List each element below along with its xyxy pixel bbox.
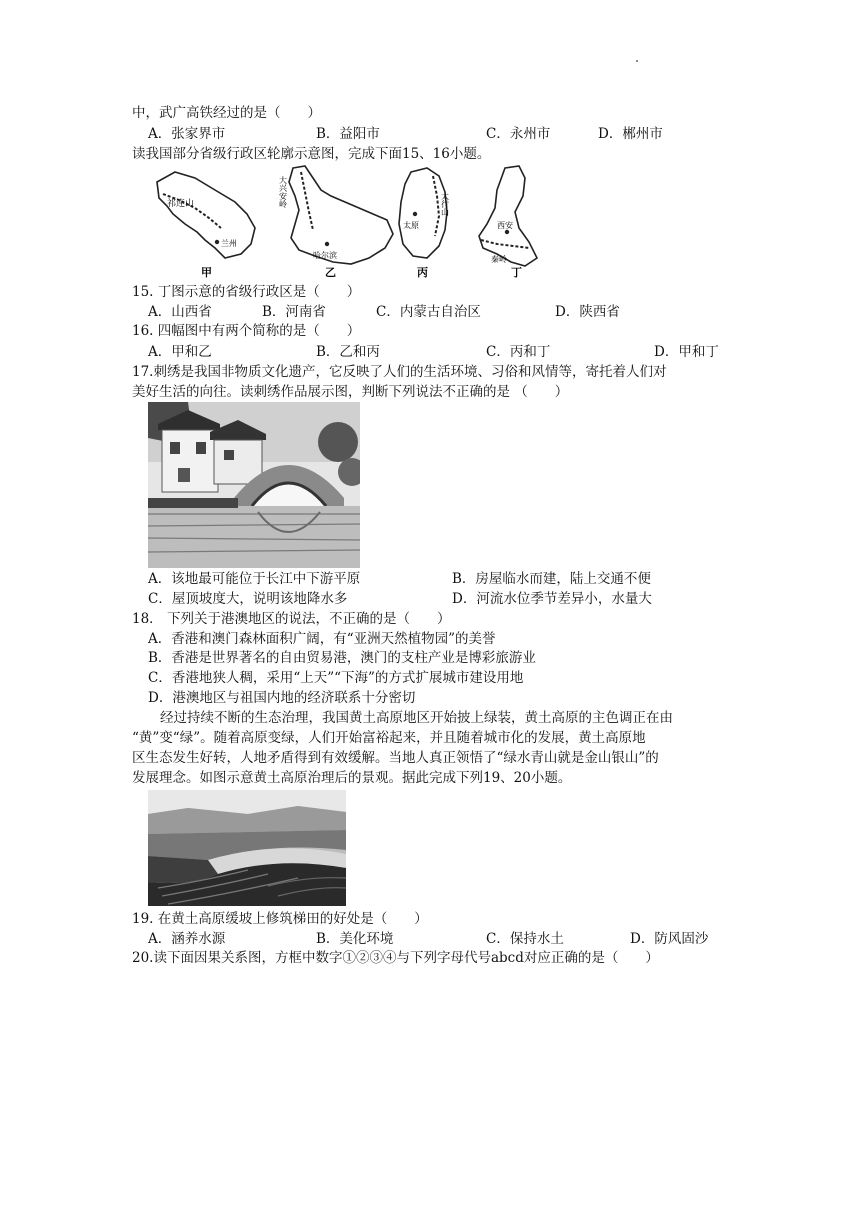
map-panel-jia xyxy=(157,172,255,279)
q19-option-a: A．涵养水源 xyxy=(148,931,226,947)
map-panel-ding xyxy=(479,166,537,279)
q19-option-c: C．保持水土 xyxy=(486,931,564,947)
map-ding-mountain: 秦岭 xyxy=(491,255,507,264)
q19-option-b: B．美化环境 xyxy=(316,931,394,947)
map-yi-city: 哈尔滨 xyxy=(313,251,337,260)
q17-stem-line2: 美好生活的向往。读刺绣作品展示图，判断下列说法不正确的是 （ ） xyxy=(132,384,569,400)
q19-stem: 19. 在黄土高原缓坡上修筑梯田的好处是（ ） xyxy=(132,911,428,927)
q15-option-a: A．山西省 xyxy=(148,304,212,320)
q15-stem: 15. 丁图示意的省级行政区是（ ） xyxy=(132,284,361,300)
map-bing-city: 太原 xyxy=(403,221,419,230)
q17-stem-line1: 17.刺绣是我国非物质文化遗产，它反映了人们的生活环境、习俗和风情等，寄托着人们对 xyxy=(132,364,667,380)
map-panel-bing xyxy=(399,168,450,279)
q14-stem: 中，武广高铁经过的是（ ） xyxy=(132,105,321,121)
q18-stem: 18． 下列关于港澳地区的说法，不正确的是（ ） xyxy=(132,611,451,627)
province-outline-figure xyxy=(145,162,557,280)
map-jia-city: 兰州 xyxy=(221,239,237,248)
q17-option-d: D．河流水位季节差异小，水量大 xyxy=(452,591,652,607)
intro-15-16: 读我国部分省级行政区轮廓示意图，完成下面15、16小题。 xyxy=(132,146,491,162)
passage-line-4: 发展理念。如图示意黄土高原治理后的景观。据此完成下列19、20小题。 xyxy=(132,770,572,786)
q14-option-d: D．郴州市 xyxy=(598,126,663,142)
passage-line-3: 区生态发生好转，人地矛盾得到有效缓解。当地人真正领悟了“绿水青山就是金山银山”的 xyxy=(132,750,659,766)
q14-option-b: B．益阳市 xyxy=(316,126,380,142)
map-bing-label: 丙 xyxy=(417,266,428,279)
q16-option-c: C．丙和丁 xyxy=(486,344,551,360)
passage-line-1: 经过持续不断的生态治理，我国黄土高原地区开始披上绿装，黄土高原的主色调正在由 xyxy=(160,710,673,726)
q18-option-a: A．香港和澳门森林面积广阔，有“亚洲天然植物园”的美誉 xyxy=(148,631,496,647)
q18-option-c: C．香港地狭人稠，采用“上天”“下海”的方式扩展城市建设用地 xyxy=(148,670,524,686)
map-jia-mountain: 祁连山 xyxy=(167,199,195,209)
q17-option-c: C．屋顶坡度大，说明该地降水多 xyxy=(148,591,348,607)
q16-option-a: A．甲和乙 xyxy=(148,344,212,360)
page-speck xyxy=(636,60,638,62)
passage-line-2: “黄”变“绿”。随着高原变绿，人们开始富裕起来，并且随着城市化的发展，黄土高原地 xyxy=(132,730,646,746)
map-panel-yi xyxy=(278,166,394,279)
map-yi-mountain: 大兴安岭 xyxy=(278,176,288,208)
q16-stem: 16. 四幅图中有两个简称的是（ ） xyxy=(132,323,361,339)
q14-option-c: C．永州市 xyxy=(486,126,551,142)
q17-option-a: A．该地最可能位于长江中下游平原 xyxy=(148,571,361,587)
q15-option-b: B．河南省 xyxy=(262,304,326,320)
loess-plateau-landscape-picture xyxy=(148,790,346,906)
q14-option-a: A．张家界市 xyxy=(148,126,226,142)
q15-option-c: C．内蒙古自治区 xyxy=(376,304,481,320)
q19-option-d: D．防风固沙 xyxy=(630,931,709,947)
q20-stem: 20.读下面因果关系图，方框中数字①②③④与下列字母代号abcd对应正确的是（ ） xyxy=(132,950,659,966)
q18-option-d: D．港澳地区与祖国内地的经济联系十分密切 xyxy=(148,690,416,706)
map-yi-label: 乙 xyxy=(325,266,336,279)
map-ding-city: 西安 xyxy=(497,221,513,230)
map-jia-label: 甲 xyxy=(201,266,212,279)
map-ding-label: 丁 xyxy=(511,266,522,279)
q15-option-d: D．陕西省 xyxy=(555,304,620,320)
q18-option-b: B．香港是世界著名的自由贸易港，澳门的支柱产业是博彩旅游业 xyxy=(148,650,536,666)
map-bing-mountain: 太行山 xyxy=(440,192,450,216)
q16-option-d: D．甲和丁 xyxy=(654,344,719,360)
q17-option-b: B．房屋临水而建，陆上交通不便 xyxy=(452,571,651,587)
embroidery-picture xyxy=(148,402,360,568)
q16-option-b: B．乙和丙 xyxy=(316,344,380,360)
